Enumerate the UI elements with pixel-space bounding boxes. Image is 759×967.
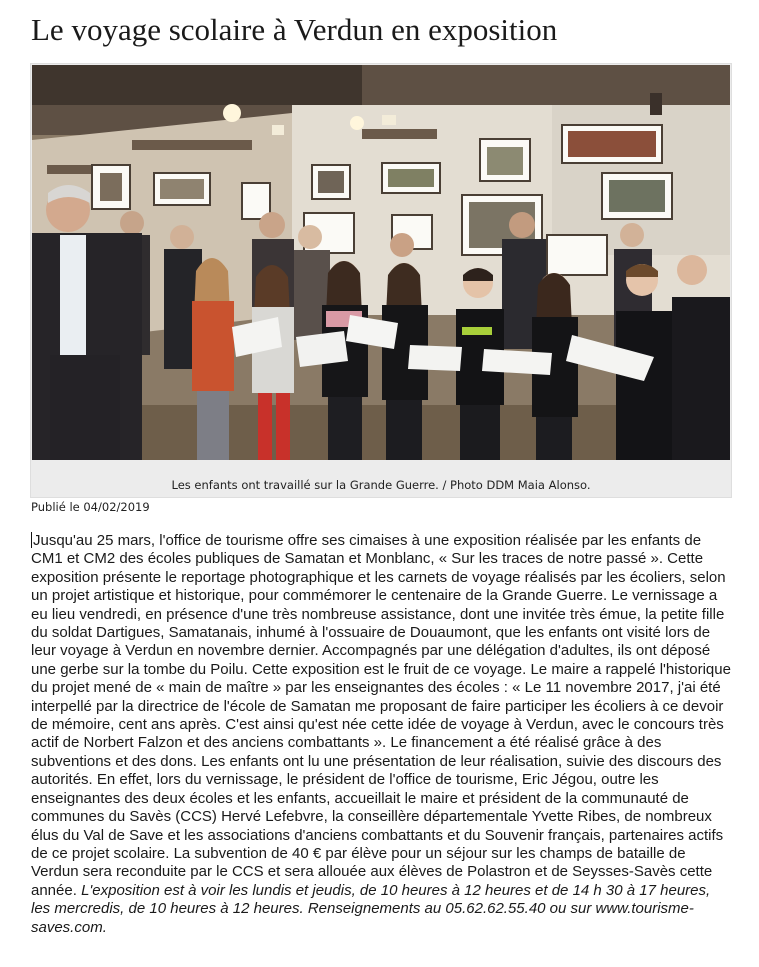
photo-illustration [32, 65, 730, 460]
photo-caption: Les enfants ont travaillé sur la Grande Guerre. / Photo DDM Maia Alonso. [171, 478, 591, 492]
article-body-text: Jusqu'au 25 mars, l'office de tourisme offre ses cimaises à une exposition réalisée par les enfants de CM1 et CM2 des écoles publiques de Samatan et Monblanc, « Sur les traces de notre passé ». Cette exposition présente le reportage photographique et les carnets de voyage réalisés par les écoliers, selon un projet artistique et historique, pour commémorer le centenaire de la Grande Guerre. Le vernissage a eu lieu vendredi, en présence d'une très nombreuse assistance, dont une invitée très émue, la petite fille du soldat Dartigues, Samatanais, inhumé à l'ossuaire de Douaumont, que les enfants ont visité lors de leur voyage à Verdun en novembre dernier. Accompagnés par une délégation d'adultes, ils ont déposé une gerbe sur la tombe du Poilu. Cette exposition est le fruit de ce voyage. Le maire a rappelé l'historique du projet mené de « main de maître » par les enseignantes des écoles : « Le 11 novembre 2017, j'ai été interpellé par la directrice de l'école de Samatan me proposant de faire participer les écoliers à ce devoir de mémoire, cent ans après. C'est ainsi qu'est née cette idée de voyage à Verdun, avec le concours très actif de Norbert Falzon et des anciens combattants ». Le financement a été réalisé grâce à des subventions et des dons. Les enfants ont lu une présentation de leur réalisation, suivie des discours des autorités. En effet, lors du vernissage, le président de l'office de tourisme, Eric Jégou, outre les enseignantes des deux écoles et les enfants, accueillait le maire et président de la communauté de communes du Savès (CCS) Hervé Lefebvre, la conseillère départementale Yvette Ribes, de nombreux élus du Val de Save et les associations d'anciens combattants et du Souvenir français, partenaires actifs de ce projet scolaire. La subvention de 40 € par élève pour un séjour sur les champs de bataille de Verdun sera reconduite par le CCS et sera allouée aux élèves de Polastron et de Seysses-Savès cette année. [31, 532, 731, 899]
article-body-practical-info: L'exposition est à voir les lundis et jeudis, de 10 heures à 12 heures et de 14 h 30 à 17 heures, les mercredis, de 10 heures à 12 heures. Renseignements au 05.62.62.55.40 ou sur www.tourisme-saves.com. [31, 881, 711, 936]
article-figure [30, 63, 732, 498]
article-headline: Le voyage scolaire à Verdun en exposition [31, 12, 558, 47]
article-paragraph [31, 532, 731, 937]
article-photo [32, 65, 730, 460]
publication-date: Publié le 04/02/2019 [31, 500, 150, 514]
text-cursor [31, 532, 32, 548]
article-body [31, 532, 731, 937]
